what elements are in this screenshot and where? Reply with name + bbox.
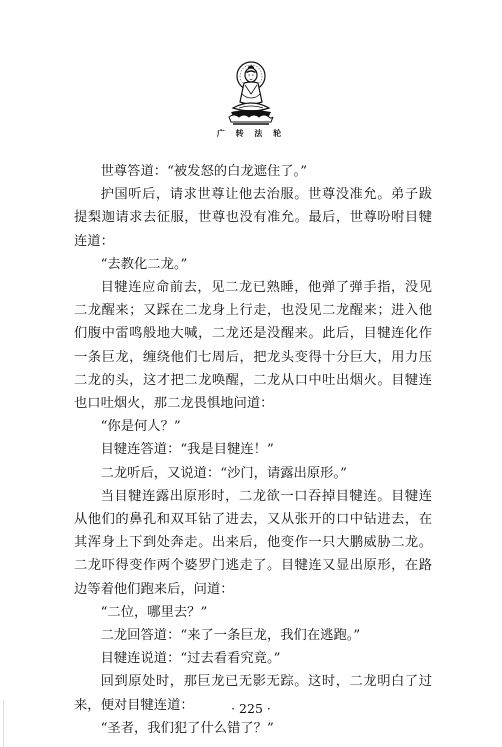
- page-number: · 225 ·: [231, 701, 271, 716]
- body-text: [74, 160, 432, 740]
- paragraph: “圣者，我们犯了什么错了？”: [100, 720, 274, 736]
- paragraph: 回到原处时，那巨龙已无影无踪。这时，二龙明白了过来，便对目犍连道：: [74, 674, 432, 713]
- paragraph: 二龙回答道：“来了一条巨龙，我们在逃跑。”: [100, 628, 361, 644]
- scan-margin-line: [3, 700, 4, 747]
- paragraph: 目犍连答道：“我是目犍连！”: [100, 442, 274, 458]
- seated-buddha-icon: [225, 60, 277, 126]
- paragraph: 世尊答道：“被发怒的白龙遮住了。”: [100, 164, 307, 179]
- paragraph: 目犍连应命前去，见二龙已熟睡，他弹了弹手指，没见二龙醒来；又踩在二龙身上行走，也没见二龙醒来；进入他们腹中雷鸣般地大喊，二龙还是没醒来。此后，目犍连化作一条巨龙，缠绕他们七周后，把龙头变得十分巨大，用力压二龙的头，这才把二龙唤醒，二龙从口中吐出烟火。目犍连也口吐烟火，那二龙畏惧地问道：: [74, 280, 432, 412]
- paragraph: 当目犍连露出原形时，二龙欲一口吞掉目犍连。目犍连从他们的鼻孔和双耳钻了进去，又从张开的口中钻进去，在其浑身上下到处奔走。出来后，他变作一只大鹏威胁二龙。二龙吓得变作两个婆罗门逃走了。目犍连又显出原形，在路边等着他们跑来后，问道：: [74, 488, 432, 597]
- page-header: [0, 60, 502, 139]
- paragraph: “去教化二龙。”: [100, 256, 188, 272]
- paragraph: 护国听后，请求世尊让他去治服。世尊没准允。弟子跋提梨迦请求去征服，世尊也没有准允。最后，世尊吩咐目犍连道：: [74, 187, 432, 249]
- paragraph: “你是何人？”: [100, 419, 181, 435]
- paragraph: 目犍连说道：“过去看看究竟。”: [100, 651, 281, 667]
- header-caption: 广 转 法 轮: [216, 129, 286, 138]
- paragraph: 二龙听后，又说道：“沙门，请露出原形。”: [100, 465, 347, 481]
- paragraph: “二位，哪里去？”: [100, 604, 208, 620]
